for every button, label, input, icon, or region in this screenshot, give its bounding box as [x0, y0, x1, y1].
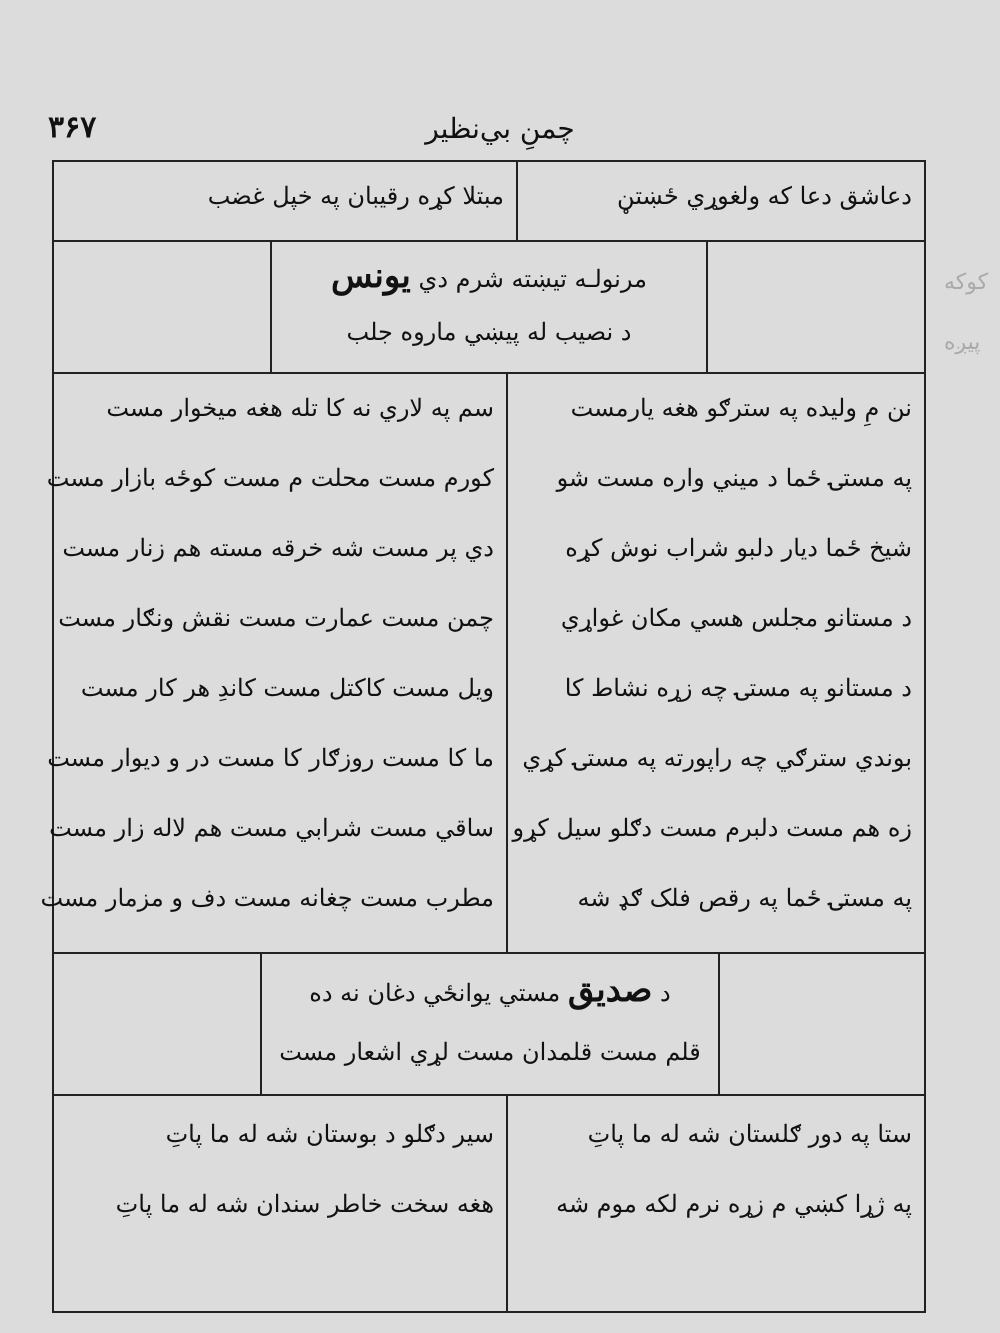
verses-right-column — [508, 374, 924, 952]
running-title: چمنِ بي‌نظير — [425, 112, 575, 145]
verse-right-line: د مستانو مجلس هسي مکان غواړي — [560, 604, 912, 632]
verse-left-line: کورم مست محلت م مست کوځه بازار مست — [46, 464, 494, 492]
signature-box-1 — [270, 242, 708, 372]
poet-name-siddiq: صديق — [567, 970, 653, 1010]
verse-left-line: ويل مست کاکتل مست کاندِ هر کار مست — [80, 674, 494, 702]
signature-2-line-2: قلم مست قلمدان مست لړي اشعار مست — [279, 1038, 701, 1066]
next-poem-left-column — [54, 1096, 506, 1311]
signature-2-line-1 — [262, 970, 718, 1010]
signature-1-line-1 — [272, 256, 706, 296]
page-number: ۳۶۷ — [48, 110, 97, 145]
verse-right-line: په مستۍ ځما په رقص فلک ګډ شه — [577, 884, 912, 912]
opening-left-line: مبتلا کړه رقيبان په خپل غضب — [207, 182, 504, 210]
opening-right-cell — [518, 162, 924, 240]
verse-left-line: مطرب مست چغانه مست دف و مزمار مست — [40, 884, 494, 912]
margin-mark-top: کوکه — [944, 270, 989, 295]
verse-right-line: نن مِ وليده په سترګو هغه يارمست — [570, 394, 912, 422]
next-poem-row — [54, 1096, 924, 1311]
next-poem-left-line: سير دګلو د بوستان شه له ما پاتِ — [165, 1120, 494, 1148]
verses-left-column — [40, 374, 506, 952]
opening-couplet-row — [54, 162, 924, 242]
verse-right-line: بوندي سترګي چه راپورته په مستۍ کړي — [522, 744, 912, 772]
verse-left-line: ساقي مست شرابي مست هم لاله زار مست — [49, 814, 494, 842]
verse-right-line: په مستۍ ځما د ميني واره مست شو — [556, 464, 912, 492]
signature-2-suffix: مستي يوانځي دغان نه ده — [309, 979, 561, 1007]
verse-right-line: د مستانو په مستۍ چه زړه نشاط کا — [564, 674, 912, 702]
signature-box-2 — [260, 954, 720, 1094]
signature-1-prefix: مرنولـه تيښته شرم دي — [418, 265, 647, 293]
margin-mark-mid: پيږه — [944, 330, 981, 355]
opening-left-cell — [54, 162, 516, 240]
verse-right-line: زه هم مست دلبرم مست دګلو سيل کړو — [512, 814, 912, 842]
verse-right-line: شيخ ځما ديار دلبو شراب نوش کړه — [565, 534, 912, 562]
poet-name-yunus: يونس — [331, 256, 411, 296]
opening-right-line: دعاشق دعا که ولغوړي ځښتڼ — [617, 182, 912, 210]
next-poem-right-line: په ژړا کښي م زړه نرم لکه موم شه — [556, 1190, 912, 1218]
signature-2-prefix: د — [660, 979, 671, 1007]
verse-left-line: سم په لاري نه کا تله هغه ميخوار مست — [106, 394, 494, 422]
verse-frame — [40, 160, 926, 1313]
verse-left-line: دي پر مست شه خرقه مسته هم زنار مست — [62, 534, 494, 562]
next-poem-left-line: هغه سخت خاطر سندان شه له ما پاتِ — [115, 1190, 494, 1218]
signature-row-2 — [54, 954, 924, 1096]
next-poem-right-column — [508, 1096, 924, 1311]
verse-left-line: ما کا مست روزګار کا مست در و ديوار مست — [47, 744, 494, 772]
verse-left-line: چمن مست عمارت مست نقش ونګار مست — [58, 604, 494, 632]
signature-1-line-2: د نصيب له پيښي ماروه جلب — [346, 318, 632, 346]
signature-row-1 — [54, 242, 924, 374]
verses-row — [40, 374, 924, 954]
next-poem-right-line: ستا په دور ګلستان شه له ما پاتِ — [587, 1120, 912, 1148]
